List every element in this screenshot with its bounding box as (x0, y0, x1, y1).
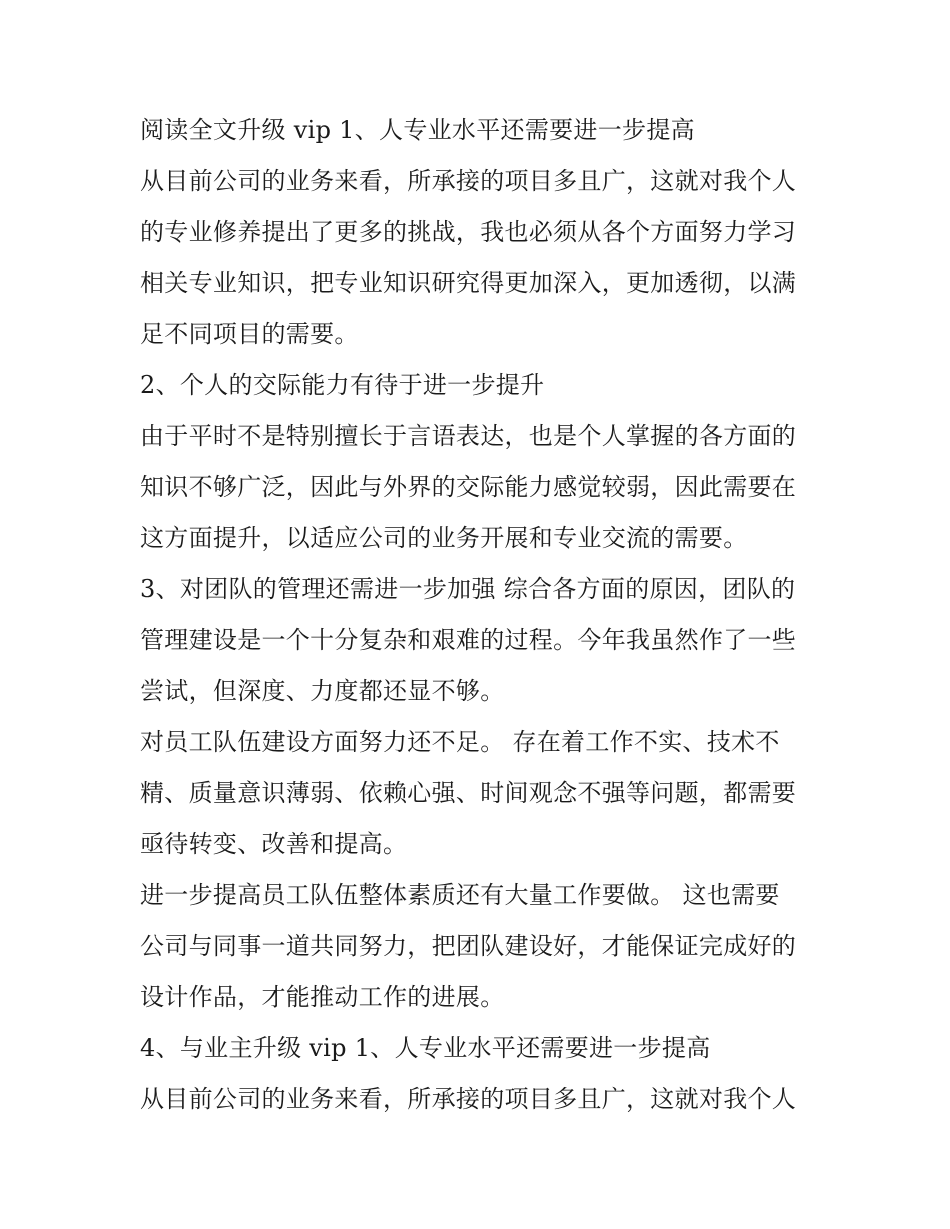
text-line: 进一步提高员工队伍整体素质还有大量工作要做。 这也需要 (140, 881, 780, 909)
text-line: 公司与同事一道共同努力，把团队建设好，才能保证完成好的 (140, 932, 797, 960)
text-line: 亟待转变、改善和提高。 (140, 830, 408, 858)
text-line: 对员工队伍建设方面努力还不足。 存在着工作不实、技术不 (140, 728, 780, 756)
text-line: 3、对团队的管理还需进一步加强 综合各方面的原因，团队的 (140, 575, 796, 603)
text-line: 由于平时不是特别擅长于言语表达，也是个人掌握的各方面的 (140, 422, 797, 450)
text-line: 这方面提升，以适应公司的业务开展和专业交流的需要。 (140, 524, 748, 552)
text-line: 足不同项目的需要。 (140, 320, 359, 348)
text-line: 设计作品，才能推动工作的进展。 (140, 983, 505, 1011)
text-line: 阅读全文升级 vip 1、人专业水平还需要进一步提高 (140, 116, 695, 144)
text-line: 4、与业主升级 vip 1、人专业水平还需要进一步提高 (140, 1034, 711, 1062)
text-line: 知识不够广泛，因此与外界的交际能力感觉较弱，因此需要在 (140, 473, 797, 501)
text-line: 精、质量意识薄弱、依赖心强、时间观念不强等问题，都需要 (140, 779, 797, 807)
text-line: 尝试，但深度、力度都还显不够。 (140, 677, 505, 705)
text-line: 的专业修养提出了更多的挑战，我也必须从各个方面努力学习 (140, 218, 797, 246)
text-line: 管理建设是一个十分复杂和艰难的过程。今年我虽然作了一些 (140, 626, 797, 654)
text-line: 从目前公司的业务来看，所承接的项目多且广，这就对我个人 (140, 167, 797, 195)
text-line: 从目前公司的业务来看，所承接的项目多且广，这就对我个人 (140, 1085, 797, 1113)
text-line: 2、个人的交际能力有待于进一步提升 (140, 371, 545, 399)
text-line: 相关专业知识，把专业知识研究得更加深入，更加透彻，以满 (140, 269, 797, 297)
